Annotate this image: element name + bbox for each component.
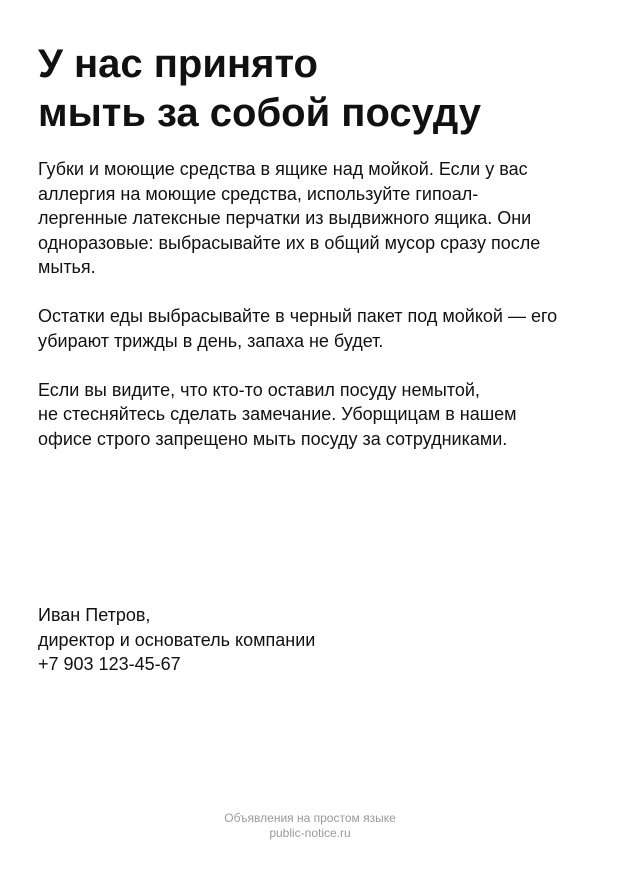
title-line: У нас принято — [38, 42, 318, 86]
paragraph-supplies — [38, 157, 598, 280]
signature-name: Иван Петров, — [38, 605, 151, 625]
footer-site: public-notice.ru — [269, 826, 351, 840]
paragraph-line: Если вы видите, что кто-то оставил посуду немытой, — [38, 379, 480, 400]
footer-caption: Объявления на простом языке — [224, 811, 396, 825]
notice-title — [38, 40, 598, 138]
paragraph-line: аллергия на моющие средства, используйте гипоал- — [38, 183, 479, 204]
paragraph-line: Губки и моющие средства в ящике над мойкой. Если у вас — [38, 159, 528, 179]
paragraph-line: Остатки еды выбрасывайте в черный пакет под мойкой — его — [38, 306, 558, 326]
paragraph-line: не стесняйтесь сделать замечание. Уборщицам в нашем — [38, 404, 517, 424]
paragraph-remarks — [38, 378, 598, 452]
paragraph-line: офисе строго запрещено мыть посуду за сотрудниками. — [38, 428, 508, 449]
notice-body — [38, 157, 598, 476]
signature-position: директор и основатель компании — [38, 629, 316, 650]
paragraph-food-waste — [38, 304, 598, 353]
signature-phone: +7 903 123-45-67 — [38, 654, 181, 674]
footer — [0, 811, 620, 841]
paragraph-line: лергенные латексные перчатки из выдвижного ящика. Они — [38, 208, 532, 228]
title-line: мыть за собой посуду — [38, 91, 481, 135]
signature-block — [38, 603, 598, 677]
paragraph-line: убирают трижды в день, запаха не будет. — [38, 330, 384, 351]
paragraph-line: одноразовые: выбрасывайте их в общий мусор сразу после — [38, 232, 541, 253]
paragraph-line: мытья. — [38, 257, 96, 277]
